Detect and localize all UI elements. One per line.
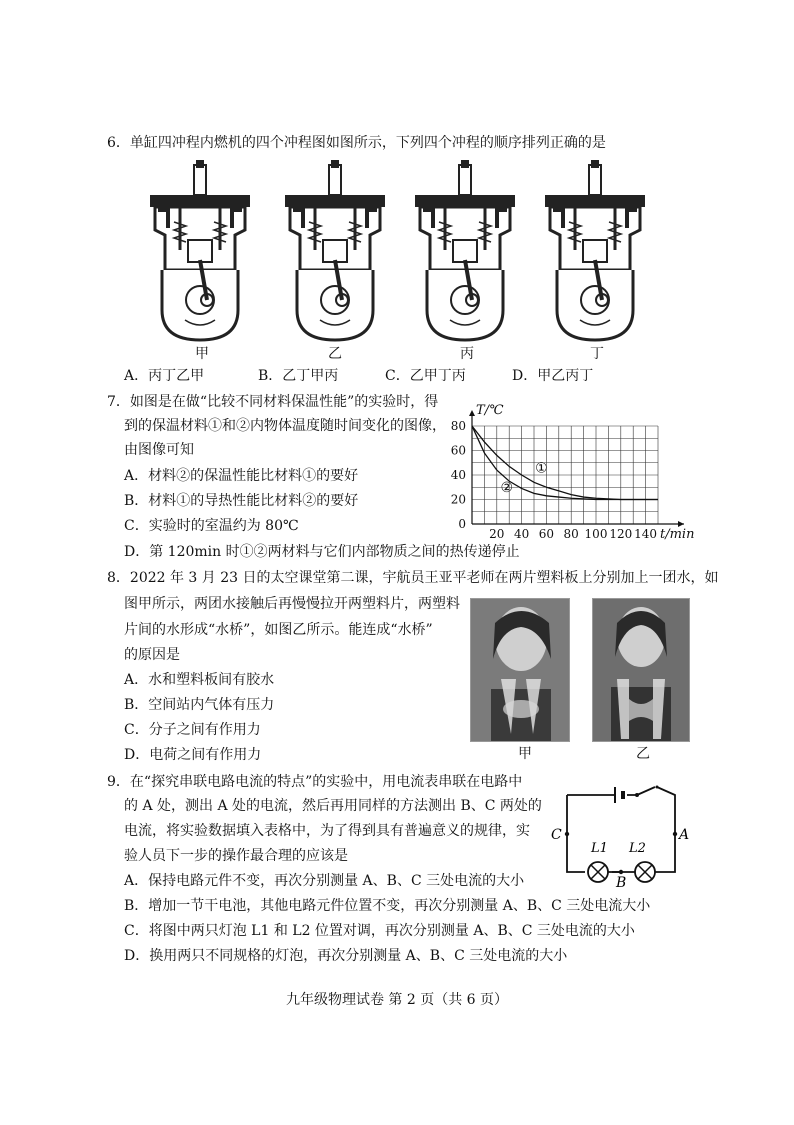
q9-option-b: B．增加一节干电池，其他电路元件位置不变，再次分别测量 A、B、C 三处电流大小 [124,898,651,914]
page-footer: 九年级物理试卷 第 2 页（共 6 页） [285,992,509,1008]
q6-option-b: B．乙丁甲丙 [258,368,339,384]
engine-label-yi: 乙 [328,346,342,362]
x-tick-label: 80 [563,527,579,541]
q7-option-b: B．材料①的导热性能比材料②的要好 [124,493,359,509]
chart-series-labels [500,461,547,497]
photo-jia [470,598,570,742]
q8-stem-line-1: 8．2022 年 3 月 23 日的太空课堂第二课，宇航员王亚平老师在两片塑料板上分别加上一团水，如 [107,570,719,586]
q7-option-c: C．实验时的室温约为 80℃ [124,518,299,534]
x-tick-label: 60 [538,527,555,541]
engine-diagrams [140,160,680,350]
bulb-l1-icon [588,862,608,882]
y-tick-label: 40 [450,468,466,482]
circuit-label-b: B [616,875,627,887]
y-tick-label: 60 [450,443,466,458]
q6-option-a: A．丙丁乙甲 [124,368,205,384]
q9-stem-line-1: 9．在“探究串联电路电流的特点”的实验中，用电流表串联在电路中 [107,774,523,790]
q7-stem-line-2: 到的保温材料①和②内物体温度随时间变化的图像， [124,418,446,434]
engine-label-ding: 丁 [590,346,604,362]
x-tick-label: 140 [634,527,658,541]
series-label-2: ② [500,480,514,497]
q8-option-a: A．水和塑料板间有胶水 [124,672,275,688]
q9-option-a: A．保持电路元件不变，再次分别测量 A、B、C 三处电流的大小 [124,873,525,889]
q8-stem-line-4: 的原因是 [124,647,180,663]
photo-label-jia: 甲 [518,746,532,762]
temperature-chart [440,398,700,542]
circuit-label-l2: L2 [629,841,646,856]
y-tick-label: 0 [458,517,466,531]
q9-option-d: D．换用两只不同规格的灯泡，再次分别测量 A、B、C 三处电流的大小 [124,948,568,964]
chart-axes [469,410,684,527]
y-axis-arrow [469,410,475,416]
q7-option-a: A．材料②的保温性能比材料①的要好 [124,468,359,484]
x-tick-label: 120 [609,527,633,541]
y-tick-label: 80 [450,419,466,433]
series-label-1: ① [535,460,548,477]
q9-stem-line-3: 电流，将实验数据填入表格中，为了得到具有普遍意义的规律，实 [124,823,530,839]
y-tick-label: 20 [450,492,466,507]
q7-stem-line-1: 7．如图是在做“比较不同材料保温性能”的实验时，得 [107,394,439,410]
q8-stem-line-2: 图甲所示，两团水接触后再慢慢拉开两塑料片，两塑料 [124,596,460,612]
q6-option-c: C．乙甲丁丙 [385,368,466,384]
chart-ticks [451,419,657,541]
q9-stem-line-2: 的 A 处，测出 A 处的电流，然后再用同样的方法测出 B、C 两处的 [124,798,542,814]
q9-option-c: C．将图中两只灯泡 L1 和 L2 位置对调，再次分别测量 A、B、C 三处电流的大小 [124,923,635,939]
chart-xlabel: t/min [660,527,695,542]
q8-stem-line-3: 片间的水形成“水桥”，如图乙所示。能连成“水桥” [124,622,433,638]
q6-stem: 6．单缸四冲程内燃机的四个冲程图如图所示，下列四个冲程的顺序排列正确的是 [107,135,606,151]
chart-grid [472,426,658,524]
circuit-label-a: A [679,827,690,843]
x-tick-label: 100 [584,527,608,541]
x-tick-label: 20 [489,527,505,541]
circuit-label-c: C [551,827,562,843]
q9-stem-line-4: 验人员下一步的操作最合理的应该是 [124,848,348,864]
q7-stem-line-3: 由图像可知 [124,442,194,458]
q7-option-d: D．第 120min 时①②两材料与它们内部物质之间的热传递停止 [124,544,520,560]
engine-label-jia: 甲 [195,346,209,362]
q8-option-d: D．电荷之间有作用力 [124,747,262,763]
photo-yi [592,598,690,742]
bulb-l2-icon [635,862,655,882]
x-tick-label: 40 [513,527,530,541]
engine-label-bing: 丙 [460,346,474,362]
switch-lever [637,787,655,795]
photo-label-yi: 乙 [636,746,650,762]
q8-option-c: C．分子之间有作用力 [124,722,261,738]
circuit-diagram [545,777,695,887]
q8-option-b: B．空间站内气体有压力 [124,697,275,713]
chart-ylabel: T/℃ [476,403,504,418]
q6-option-d: D．甲乙丙丁 [512,368,594,384]
circuit-label-l1: L1 [591,841,608,856]
